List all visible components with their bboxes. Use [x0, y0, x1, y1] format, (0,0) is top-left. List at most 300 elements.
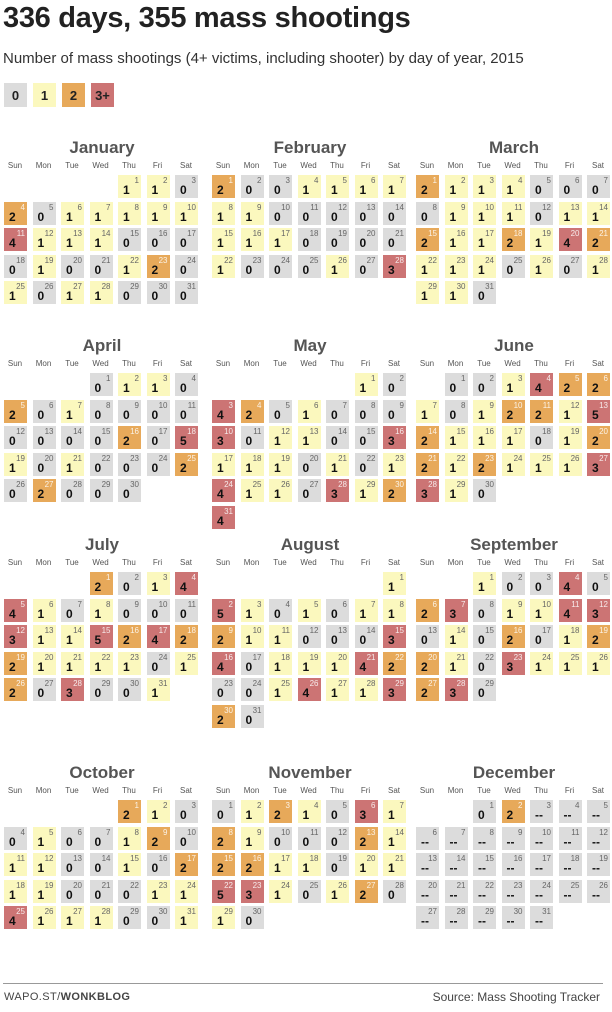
day-number: 31 [158, 679, 168, 688]
day-number: 4 [314, 801, 319, 810]
day-number: 23 [485, 453, 494, 463]
weekday-label-august-tue: Tue [273, 558, 287, 567]
day-number: 7 [603, 176, 608, 185]
day-number: 11 [187, 599, 196, 609]
day-cell-september-23 [502, 652, 525, 675]
day-count: 1 [94, 209, 102, 224]
day-number: 23 [158, 255, 168, 265]
weekday-label-november-sun: Sun [215, 786, 231, 795]
day-count: -- [535, 808, 543, 822]
day-count: -- [478, 887, 486, 902]
day-number: 5 [285, 400, 290, 410]
weekday-label-april-sat: Sat [179, 359, 192, 368]
day-cell-may-17 [212, 453, 235, 476]
day-count: 1 [331, 262, 338, 277]
day-count: 0 [388, 209, 395, 224]
day-count: 0 [478, 659, 485, 674]
day-count: 0 [274, 407, 281, 422]
day-count: 1 [449, 659, 457, 674]
day-count: 1 [37, 659, 45, 674]
day-count: 1 [302, 434, 310, 448]
day-number: 1 [228, 801, 233, 810]
day-cell-october-22 [118, 880, 141, 903]
day-number: 8 [106, 400, 111, 410]
day-count: 1 [245, 460, 253, 475]
day-count: 2 [359, 887, 367, 902]
weekday-label-october-mon: Mon [35, 786, 52, 795]
day-number: 11 [16, 854, 25, 863]
day-number: 12 [542, 202, 551, 212]
day-number: 26 [570, 453, 580, 463]
weekday-label-may-tue: Tue [273, 359, 287, 368]
day-count: 1 [478, 183, 485, 197]
day-count: 3 [66, 686, 73, 700]
day-number: 17 [252, 652, 262, 662]
day-count: 3 [388, 686, 395, 700]
day-cell-march-10 [473, 202, 496, 225]
day-number: 24 [485, 255, 494, 265]
day-cell-april-30 [118, 479, 141, 502]
day-number: 16 [513, 626, 523, 635]
day-count: 1 [449, 487, 457, 501]
weekday-label-october-thu: Thu [122, 786, 136, 795]
day-cell-october-29 [118, 906, 141, 929]
day-count: 0 [274, 209, 281, 224]
day-count: 3 [449, 606, 457, 621]
day-number: 19 [599, 854, 608, 863]
day-count: 2 [506, 236, 514, 250]
day-count: 3 [359, 808, 367, 822]
day-cell-august-23 [212, 678, 235, 701]
day-cell-june-29 [445, 479, 468, 502]
day-cell-may-6 [298, 400, 321, 423]
day-count: 1 [478, 407, 485, 422]
day-number: 18 [309, 229, 319, 238]
day-cell-march-8 [416, 202, 439, 225]
day-cell-november-8 [212, 827, 235, 850]
day-count: 1 [535, 606, 542, 621]
day-cell-november-24 [269, 880, 292, 903]
weekday-label-march-wed: Wed [504, 161, 521, 170]
day-count: 4 [563, 606, 571, 621]
day-cell-july-23 [118, 652, 141, 675]
day-count: 0 [66, 887, 73, 902]
weekday-label-january-sun: Sun [7, 161, 23, 170]
day-cell-october-15 [118, 853, 141, 876]
day-number: 19 [309, 652, 319, 662]
day-number: 30 [130, 480, 139, 489]
day-count: 1 [449, 434, 457, 448]
day-number: 15 [224, 854, 233, 863]
day-count: 1 [563, 407, 571, 422]
day-number: 15 [101, 626, 111, 635]
day-number: 29 [395, 679, 404, 688]
chart-title: 336 days, 355 mass shootings [3, 2, 411, 34]
month-title-september: September [470, 535, 558, 554]
day-count: 1 [592, 209, 599, 224]
day-number: 22 [395, 652, 404, 662]
day-cell-august-10 [241, 625, 264, 648]
day-count: 2 [245, 407, 253, 422]
day-number: 11 [253, 427, 262, 436]
weekday-label-november-fri: Fri [360, 786, 371, 795]
weekday-label-august-wed: Wed [300, 558, 317, 567]
day-count: 0 [151, 861, 159, 875]
day-cell-august-29 [383, 678, 406, 701]
day-number: 19 [542, 229, 551, 238]
day-cell-september-15 [473, 625, 496, 648]
day-cell-june-2 [473, 373, 496, 396]
day-cell-march-28 [587, 255, 610, 278]
day-count: 1 [151, 580, 159, 594]
day-cell-july-27 [33, 678, 56, 701]
day-cell-march-19 [530, 228, 553, 251]
day-count: 1 [94, 289, 102, 303]
day-cell-may-22 [355, 453, 378, 476]
day-number: 3 [228, 400, 233, 410]
day-cell-april-20 [33, 453, 56, 476]
day-count: 0 [94, 434, 102, 448]
day-number: 16 [395, 427, 404, 436]
day-cell-september-24 [530, 652, 553, 675]
day-number: 7 [461, 827, 466, 837]
day-cell-september-19 [587, 625, 610, 648]
day-cell-november-21 [383, 853, 406, 876]
day-count: 2 [151, 834, 159, 849]
day-number: 6 [432, 827, 437, 837]
day-count: 1 [592, 262, 599, 277]
weekday-label-march-fri: Fri [564, 161, 575, 170]
day-cell-september-11 [559, 599, 582, 622]
day-count: 0 [180, 183, 187, 197]
day-cell-december-11 [559, 827, 582, 850]
day-count: 0 [123, 580, 130, 594]
day-number: 28 [428, 480, 437, 489]
day-count: -- [449, 887, 458, 902]
day-count: 2 [563, 381, 571, 395]
day-count: 0 [535, 580, 542, 594]
day-number: 21 [73, 453, 82, 463]
weekday-label-august-thu: Thu [330, 558, 344, 567]
weekday-label-august-sat: Sat [387, 558, 400, 567]
day-count: 1 [274, 236, 281, 250]
day-count: 3 [592, 460, 599, 475]
day-cell-april-5 [4, 400, 27, 423]
day-cell-december-16 [502, 853, 525, 876]
day-count: 4 [9, 236, 16, 250]
day-cell-march-3 [473, 175, 496, 198]
day-cell-may-15 [355, 426, 378, 449]
day-count: 0 [535, 434, 542, 448]
day-count: 3 [217, 434, 224, 448]
day-count: 1 [302, 183, 310, 197]
day-number: 2 [257, 176, 262, 185]
day-number: 24 [158, 453, 168, 463]
day-cell-april-23 [118, 453, 141, 476]
day-cell-november-26 [326, 880, 349, 903]
day-count: 1 [388, 183, 395, 197]
day-number: 9 [518, 827, 523, 837]
weekday-label-october-wed: Wed [92, 786, 109, 795]
day-cell-november-10 [269, 827, 292, 850]
day-number: 4 [257, 400, 262, 410]
day-number: 9 [134, 400, 139, 410]
day-number: 24 [542, 652, 551, 662]
day-cell-february-28 [383, 255, 406, 278]
day-number: 2 [257, 801, 262, 810]
day-number: 22 [130, 255, 139, 265]
weekday-label-september-wed: Wed [504, 558, 521, 567]
day-cell-january-30 [147, 281, 170, 304]
day-cell-may-14 [326, 426, 349, 449]
day-cell-january-14 [90, 228, 113, 251]
chart-subtitle: Number of mass shootings (4+ victims, including shooter) by day of year, 2015 [3, 50, 524, 67]
day-count: 2 [180, 633, 187, 647]
day-number: 7 [461, 599, 466, 609]
day-number: 1 [106, 573, 111, 582]
day-count: 2 [123, 808, 130, 822]
day-count: 1 [245, 487, 253, 501]
day-number: 24 [252, 679, 262, 688]
day-cell-january-26 [33, 281, 56, 304]
day-count: 4 [535, 381, 542, 395]
day-count: 0 [123, 686, 130, 700]
day-number: 30 [513, 907, 523, 916]
day-cell-june-12 [559, 400, 582, 423]
day-count: 1 [217, 460, 224, 475]
day-count: 1 [94, 914, 102, 928]
day-number: 16 [158, 229, 168, 238]
day-cell-april-8 [90, 400, 113, 423]
day-cell-march-16 [445, 228, 468, 251]
day-count: 1 [151, 183, 159, 197]
day-count: 1 [151, 887, 159, 902]
day-cell-march-5 [530, 175, 553, 198]
month-title-november: November [268, 763, 352, 782]
day-cell-october-31 [175, 906, 198, 929]
day-cell-march-18 [502, 228, 525, 251]
day-count: 0 [331, 407, 338, 422]
day-count: 0 [245, 262, 253, 277]
day-cell-june-25 [530, 453, 553, 476]
day-number: 22 [224, 255, 233, 265]
day-number: 6 [575, 176, 580, 185]
weekday-label-january-tue: Tue [65, 161, 79, 170]
day-count: 0 [388, 407, 395, 422]
day-number: 26 [44, 282, 54, 291]
day-count: 0 [151, 914, 159, 928]
day-count: 1 [274, 487, 281, 501]
day-count: 1 [302, 861, 310, 875]
day-count: 0 [449, 381, 457, 395]
day-cell-march-25 [502, 255, 525, 278]
day-count: 1 [449, 262, 457, 277]
day-cell-january-5 [33, 202, 56, 225]
day-cell-february-22 [212, 255, 235, 278]
day-number: 25 [187, 453, 196, 463]
day-number: 31 [485, 282, 494, 291]
day-cell-october-6 [61, 827, 84, 850]
legend-swatch-3plus: 3+ [91, 83, 114, 107]
day-count: 1 [274, 686, 281, 700]
day-count: 1 [66, 407, 73, 422]
day-number: 16 [513, 854, 523, 863]
day-number: 6 [49, 599, 54, 609]
footer-credit-bold: WONKBLOG [60, 991, 131, 1003]
day-number: 18 [252, 453, 262, 463]
day-count: 0 [535, 183, 542, 197]
day-count: 0 [37, 407, 45, 422]
day-cell-october-20 [61, 880, 84, 903]
day-number: 18 [542, 427, 551, 436]
day-number: 14 [101, 229, 111, 238]
day-count: -- [592, 861, 600, 875]
day-cell-march-22 [416, 255, 439, 278]
day-number: 10 [224, 427, 233, 436]
day-count: 0 [302, 487, 310, 501]
day-number: 3 [191, 801, 196, 810]
day-count: 1 [506, 183, 514, 197]
day-number: 17 [158, 626, 168, 635]
day-count: 0 [9, 487, 16, 501]
day-count: 0 [94, 887, 102, 902]
day-count: 1 [359, 686, 367, 700]
day-count: -- [506, 861, 515, 875]
day-number: 25 [309, 880, 319, 890]
day-number: 20 [366, 854, 376, 863]
day-count: 0 [123, 460, 130, 475]
footer-divider [3, 983, 603, 984]
day-count: -- [421, 887, 429, 902]
day-count: 1 [9, 289, 16, 303]
day-count: 1 [66, 914, 73, 928]
day-cell-june-15 [445, 426, 468, 449]
day-cell-august-22 [383, 652, 406, 675]
day-cell-march-21 [587, 228, 610, 251]
day-number: 22 [456, 453, 466, 463]
day-number: 21 [456, 880, 466, 890]
day-count: 0 [151, 236, 159, 250]
day-number: 8 [461, 400, 466, 410]
weekday-label-september-thu: Thu [534, 558, 548, 567]
day-number: 23 [130, 652, 139, 662]
weekday-label-january-thu: Thu [122, 161, 136, 170]
day-count: 1 [449, 460, 457, 475]
day-count: 1 [94, 606, 102, 621]
day-count: -- [449, 914, 458, 928]
weekday-label-october-fri: Fri [152, 786, 163, 795]
weekday-label-december-tue: Tue [477, 786, 491, 795]
day-number: 14 [73, 427, 82, 436]
day-count: 5 [94, 633, 102, 647]
day-count: 1 [478, 209, 485, 224]
day-count: 0 [274, 834, 281, 849]
day-number: 11 [542, 400, 551, 410]
weekday-label-may-thu: Thu [330, 359, 344, 368]
day-cell-february-18 [298, 228, 321, 251]
day-count: 0 [359, 407, 367, 422]
day-number: 10 [542, 599, 551, 609]
day-count: 0 [180, 834, 187, 849]
day-number: 27 [73, 282, 82, 291]
day-number: 13 [44, 626, 54, 635]
day-number: 15 [224, 229, 233, 238]
day-cell-july-5 [4, 599, 27, 622]
day-count: 0 [388, 236, 395, 250]
day-number: 16 [252, 229, 262, 238]
day-cell-april-11 [175, 400, 198, 423]
day-count: 1 [66, 236, 73, 250]
day-count: 1 [151, 381, 159, 395]
day-number: 7 [399, 801, 404, 810]
day-count: 1 [535, 262, 542, 277]
day-number: 10 [281, 202, 290, 212]
weekday-label-july-tue: Tue [65, 558, 79, 567]
day-count: 2 [9, 686, 16, 700]
day-cell-march-30 [445, 281, 468, 304]
day-cell-may-9 [383, 400, 406, 423]
day-count: 0 [180, 381, 187, 395]
day-count: -- [563, 861, 572, 875]
day-count: -- [535, 914, 543, 928]
day-count: 1 [217, 914, 224, 928]
day-number: 17 [281, 229, 290, 238]
day-number: 21 [395, 229, 404, 238]
day-cell-june-19 [559, 426, 582, 449]
day-count: 2 [217, 861, 224, 875]
legend-swatch-2: 2 [62, 83, 85, 107]
day-cell-august-31 [241, 705, 264, 728]
day-number: 3 [489, 176, 494, 185]
day-count: 2 [421, 236, 428, 250]
day-count: 1 [302, 606, 310, 621]
weekday-label-september-tue: Tue [477, 558, 491, 567]
day-count: 0 [478, 633, 485, 647]
day-cell-february-19 [326, 228, 349, 251]
day-cell-june-21 [416, 453, 439, 476]
day-count: -- [563, 887, 572, 902]
day-count: 1 [123, 262, 130, 277]
weekday-label-january-wed: Wed [92, 161, 109, 170]
day-number: 25 [16, 907, 25, 916]
day-number: 26 [16, 480, 25, 489]
weekday-label-april-wed: Wed [92, 359, 109, 368]
day-number: 23 [456, 255, 466, 265]
day-count: 2 [123, 633, 130, 647]
day-number: 19 [44, 880, 54, 890]
day-cell-february-2 [241, 175, 264, 198]
day-number: 16 [130, 626, 139, 635]
day-cell-june-14 [416, 426, 439, 449]
day-number: 28 [101, 282, 111, 291]
day-count: 0 [478, 686, 485, 700]
day-cell-october-5 [33, 827, 56, 850]
day-cell-august-20 [326, 652, 349, 675]
day-cell-november-22 [212, 880, 235, 903]
day-number: 23 [395, 453, 404, 463]
day-number: 13 [366, 202, 376, 212]
day-number: 31 [187, 907, 196, 916]
day-number: 6 [77, 202, 82, 212]
day-number: 7 [342, 400, 347, 410]
day-cell-july-30 [118, 678, 141, 701]
day-count: 2 [421, 686, 428, 700]
day-count: 0 [151, 289, 159, 303]
day-cell-august-25 [269, 678, 292, 701]
day-number: 25 [281, 679, 290, 688]
day-cell-december-26 [587, 880, 610, 903]
day-cell-july-13 [33, 625, 56, 648]
